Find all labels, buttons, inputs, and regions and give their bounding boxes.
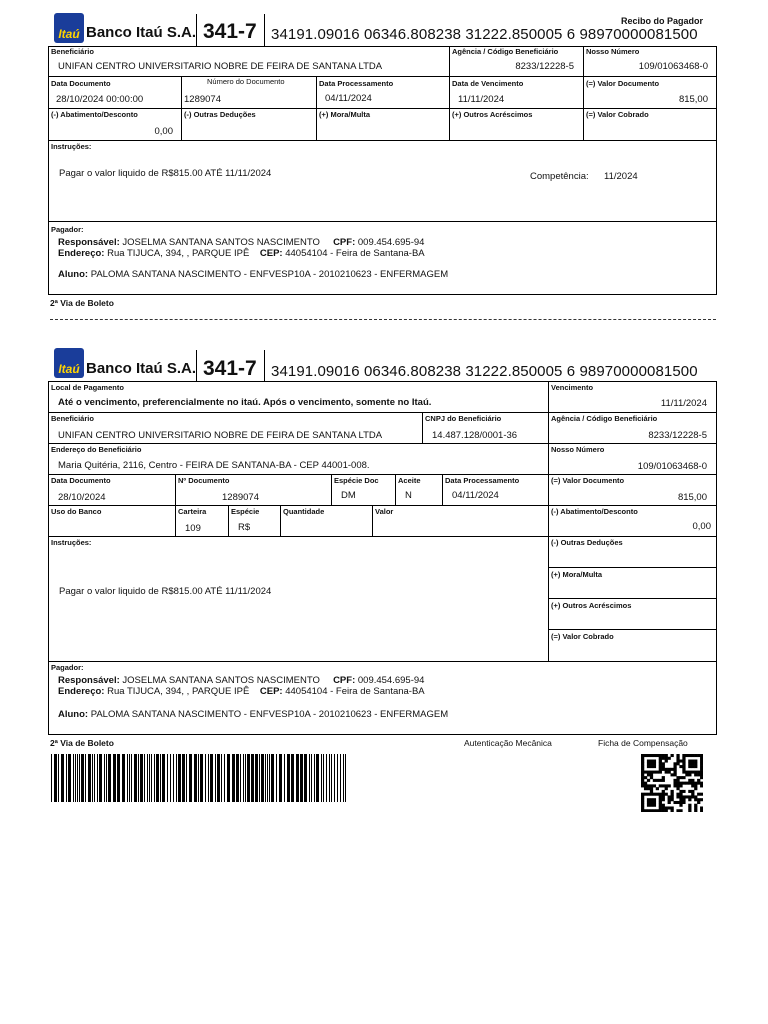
value-data-processamento: 04/11/2024 [325, 93, 372, 104]
label-quantidade: Quantidade [283, 507, 325, 516]
autenticacao-label: Autenticação Mecânica [464, 738, 552, 748]
receipt-title: Recibo do Pagador [621, 16, 704, 26]
value-data-documento: 28/10/2024 [58, 492, 106, 503]
label-outros-acrescimos: (+) Outros Acréscimos [551, 601, 632, 610]
value-data-processamento: 04/11/2024 [452, 490, 499, 501]
value-nosso-numero: 109/01063468-0 [637, 461, 707, 472]
value-instrucao: Pagar o valor liquido de R$815.00 ATÉ 11/11/2024 [59, 586, 272, 597]
pagador-line-3: Aluno: PALOMA SANTANA NASCIMENTO - ENFVESP10A - 2010210623 - ENFERMAGEM [58, 269, 449, 280]
value-n-documento: 1289074 [222, 492, 259, 503]
pagador-line-3: Aluno: PALOMA SANTANA NASCIMENTO - ENFVESP10A - 2010210623 - ENFERMAGEM [58, 709, 449, 720]
label-valor-documento: (=) Valor Documento [586, 79, 660, 88]
digitable-line: 34191.09016 06346.808238 31222.850005 6 98970000081500 [271, 363, 698, 380]
label-pagador: Pagador: [51, 663, 84, 672]
qr-code-icon [641, 754, 703, 812]
bank-name: Banco Itaú S.A. [86, 24, 197, 41]
label-data-vencimento: Data de Vencimento [452, 79, 524, 88]
value-valor-documento: 815,00 [678, 94, 708, 105]
value-agencia: 8233/12228-5 [648, 430, 707, 441]
label-valor-documento: (=) Valor Documento [551, 476, 625, 485]
value-vencimento: 11/11/2024 [660, 398, 707, 409]
value-beneficiario: UNIFAN CENTRO UNIVERSITARIO NOBRE DE FEIRA DE SANTANA LTDA [58, 430, 383, 441]
label-competencia: Competência: [530, 171, 589, 182]
label-outras-deducoes: (-) Outras Deduções [551, 538, 623, 547]
value-data-vencimento: 11/11/2024 [458, 94, 505, 105]
label-uso-banco: Uso do Banco [51, 507, 102, 516]
pagador-line-2: Endereço: Rua TIJUCA, 394, , PARQUE IPÊ CEP: 44054104 - Feira de Santana-BA [58, 248, 425, 259]
value-abatimento: 0,00 [692, 521, 711, 532]
label-data-processamento: Data Processamento [445, 476, 520, 485]
pagador-line-1: Responsável: JOSELMA SANTANA SANTOS NASCIMENTO CPF: 009.454.695-94 [58, 237, 425, 248]
value-especie: R$ [238, 522, 251, 533]
barcode-icon [51, 754, 350, 802]
label-agencia: Agência / Código Beneficiário [452, 47, 559, 56]
value-data-documento: 28/10/2024 00:00:00 [56, 94, 144, 105]
label-outras-deducoes: (-) Outras Deduções [184, 110, 256, 119]
label-nosso-numero: Nosso Número [586, 47, 640, 56]
label-beneficiario: Beneficiário [51, 47, 94, 56]
label-data-processamento: Data Processamento [319, 79, 394, 88]
label-mora-multa: (+) Mora/Multa [319, 110, 371, 119]
label-valor-cobrado: (=) Valor Cobrado [586, 110, 649, 119]
label-nosso-numero: Nosso Número [551, 445, 605, 454]
label-vencimento: Vencimento [551, 383, 594, 392]
label-valor-cobrado: (=) Valor Cobrado [551, 632, 614, 641]
value-valor-documento: 815,00 [677, 492, 707, 503]
label-abatimento: (-) Abatimento/Desconto [551, 507, 638, 516]
value-aceite: N [405, 490, 412, 501]
value-nosso-numero: 109/01063468-0 [638, 61, 708, 72]
value-especie-doc: DM [341, 490, 356, 501]
value-cnpj: 14.487.128/0001-36 [432, 430, 518, 441]
label-cnpj: CNPJ do Beneficiário [425, 414, 502, 423]
label-instrucoes: Instruções: [51, 538, 92, 547]
ficha-label: Ficha de Compensação [598, 738, 688, 748]
value-competencia: 11/2024 [604, 171, 638, 182]
value-instrucao: Pagar o valor liquido de R$815.00 ATÉ 11/11/2024 [59, 168, 272, 179]
label-abatimento: (-) Abatimento/Desconto [51, 110, 138, 119]
value-beneficiario: UNIFAN CENTRO UNIVERSITARIO NOBRE DE FEIRA DE SANTANA LTDA [58, 61, 383, 72]
value-local-pagamento: Até o vencimento, preferencialmente no itaú. Após o vencimento, somente no Itaú. [58, 397, 432, 408]
label-pagador: Pagador: [51, 225, 84, 234]
label-local-pagamento: Local de Pagamento [51, 383, 124, 392]
label-outros-acrescimos: (+) Outros Acréscimos [452, 110, 533, 119]
bank-name: Banco Itaú S.A. [86, 360, 197, 377]
label-beneficiario: Beneficiário [51, 414, 94, 423]
cut-line [50, 319, 716, 320]
label-data-documento: Data Documento [51, 79, 111, 88]
itau-logo-icon: Itaú [54, 348, 84, 378]
label-n-documento: Nº Documento [178, 476, 230, 485]
label-especie-doc: Espécie Doc [334, 476, 379, 485]
value-abatimento: 0,00 [154, 126, 173, 137]
bank-code: 341-7 [203, 357, 257, 380]
label-data-documento: Data Documento [51, 476, 111, 485]
label-instrucoes: Instruções: [51, 142, 92, 151]
value-agencia: 8233/12228-5 [515, 61, 574, 72]
digitable-line: 34191.09016 06346.808238 31222.850005 6 98970000081500 [271, 26, 698, 43]
bank-code: 341-7 [203, 20, 257, 43]
label-carteira: Carteira [178, 507, 207, 516]
label-numero-documento: Número do Documento [207, 77, 285, 86]
itau-logo-icon: Itaú [54, 13, 84, 43]
label-especie: Espécie [231, 507, 260, 516]
label-endereco-beneficiario: Endereço do Beneficiário [51, 445, 142, 454]
via-boleto-label: 2ª Via de Boleto [50, 738, 114, 748]
pagador-line-2: Endereço: Rua TIJUCA, 394, , PARQUE IPÊ CEP: 44054104 - Feira de Santana-BA [58, 686, 425, 697]
via-boleto-label: 2ª Via de Boleto [50, 298, 114, 308]
label-aceite: Aceite [398, 476, 421, 485]
value-carteira: 109 [185, 523, 201, 534]
value-numero-documento: 1289074 [184, 94, 221, 105]
value-endereco-beneficiario: Maria Quitéria, 2116, Centro - FEIRA DE SANTANA-BA - CEP 44001-008. [58, 460, 370, 471]
label-mora-multa: (+) Mora/Multa [551, 570, 603, 579]
label-valor: Valor [375, 507, 394, 516]
pagador-line-1: Responsável: JOSELMA SANTANA SANTOS NASCIMENTO CPF: 009.454.695-94 [58, 675, 425, 686]
label-agencia: Agência / Código Beneficiário [551, 414, 658, 423]
